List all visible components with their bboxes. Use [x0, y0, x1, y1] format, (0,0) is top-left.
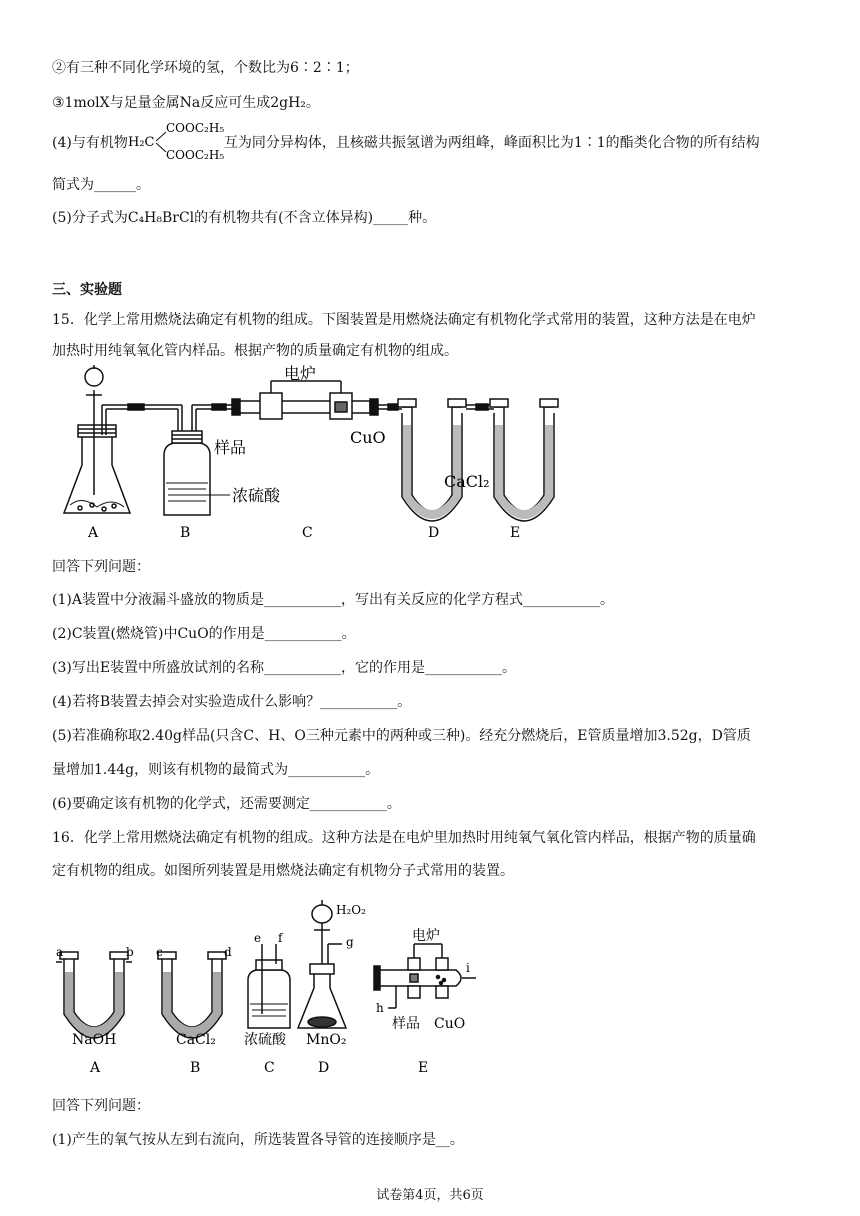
struct-h2c: H₂C — [127, 135, 155, 150]
line-q4-answer: 简式为______。 — [52, 177, 150, 193]
label-mno2: MnO₂ — [306, 1032, 347, 1048]
q15-intro-1: 15．化学上常用燃烧法确定有机物的组成。下图装置是用燃烧法确定有机物化学式常用的装置，这种方法是在电炉 — [52, 312, 756, 328]
label-d: D — [318, 1060, 330, 1076]
q15-part-5b: 量增加1.44g，则该有机物的最简式为___________。 — [52, 762, 380, 778]
line-na-reaction: ③1molX与足量金属Na反应可生成2gH₂。 — [52, 95, 320, 111]
tube-c — [232, 381, 402, 419]
u-tube-cacl2 — [158, 952, 226, 1038]
section-title: 三、实验题 — [52, 282, 122, 298]
q15-part-5a: (5)若准确称取2.40g样品(只含C、H、O三种元素中的两种或三种)。经充分燃烧后，E管质量增加3.52g，D管质 — [52, 728, 751, 744]
line-hydrogen-env: ②有三种不同化学环境的氢，个数比为6∶2∶1； — [52, 60, 359, 76]
q15-part-6: (6)要确定该有机物的化学式，还需要测定___________。 — [52, 796, 401, 812]
q16-part-1: (1)产生的氧气按从左到右流向，所选装置各导管的连接顺序是__。 — [52, 1132, 464, 1148]
label-g-port: g — [346, 935, 354, 949]
q15-apparatus-figure — [52, 365, 572, 545]
q16-intro-2: 定有机物的组成。如图所列装置是用燃烧法确定有机物分子式常用的装置。 — [52, 863, 514, 879]
label-cacl2: CaCl₂ — [444, 472, 490, 491]
label-cacl2: CaCl₂ — [176, 1032, 216, 1048]
bottle-acid — [248, 944, 290, 1028]
struct-bottom: COOC₂H₅ — [165, 148, 224, 162]
q4-suffix: 互为同分异构体，且核磁共振氢谱为两组峰，峰面积比为1∶1的酯类化合物的所有结构 — [223, 135, 760, 151]
label-a: A — [88, 525, 99, 541]
diethyl-malonate-structure — [127, 121, 224, 162]
label-a: A — [90, 1060, 101, 1076]
label-b: B — [190, 1060, 201, 1076]
flask-mno2 — [298, 900, 346, 1028]
label-c-port: c — [156, 945, 163, 959]
label-a-port: a — [56, 945, 64, 959]
label-c: C — [302, 525, 313, 541]
q16-apparatus-figure — [52, 892, 492, 1082]
label-naoh: NaOH — [72, 1032, 117, 1048]
label-acid: 浓硫酸 — [244, 1032, 286, 1048]
label-i-port: i — [466, 961, 470, 975]
label-d: D — [428, 525, 440, 541]
label-d-port: d — [224, 945, 232, 959]
label-cuo: CuO — [434, 1016, 466, 1032]
page-footer: 试卷第4页，共6页 — [376, 1188, 484, 1203]
label-b: B — [180, 525, 191, 541]
tube-combustion — [374, 944, 476, 1008]
q16-answer-prompt: 回答下列问题： — [52, 1098, 150, 1114]
q4-prefix: (4)与有机物 — [52, 135, 128, 151]
u-tube-e — [490, 399, 558, 521]
label-acid: 浓硫酸 — [232, 486, 281, 505]
q15-part-3: (3)写出E装置中所盛放试剂的名称___________，它的作用是___________。 — [52, 660, 517, 676]
q15-part-1: (1)A装置中分液漏斗盛放的物质是___________，写出有关反应的化学方程式___________。 — [52, 592, 614, 608]
label-e: E — [418, 1060, 429, 1076]
label-c: C — [264, 1060, 275, 1076]
q15-part-4: (4)若将B装置去掉会对实验造成什么影响？___________。 — [52, 694, 412, 710]
label-furnace: 电炉 — [412, 928, 440, 944]
q15-answer-prompt: 回答下列问题： — [52, 559, 150, 575]
line-q4 — [52, 121, 760, 162]
label-h-port: h — [376, 1001, 384, 1015]
label-f-port: f — [278, 931, 283, 945]
label-sample: 样品 — [392, 1016, 420, 1032]
label-furnace: 电炉 — [284, 365, 317, 383]
q16-intro-1: 16．化学上常用燃烧法确定有机物的组成。这种方法是在电炉里加热时用纯氧气氧化管内样品，根据产物的质量确 — [52, 830, 756, 846]
label-sample: 样品 — [214, 438, 247, 457]
q15-part-2: (2)C装置(燃烧管)中CuO的作用是___________。 — [52, 626, 356, 642]
q15-intro-2: 加热时用纯氧氧化管内样品。根据产物的质量确定有机物的组成。 — [52, 343, 458, 359]
label-e-port: e — [254, 931, 262, 945]
label-b-port: b — [126, 945, 134, 959]
label-e: E — [510, 525, 521, 541]
struct-top: COOC₂H₅ — [165, 121, 224, 135]
bottle-b — [164, 404, 237, 515]
line-q5: (5)分子式为C₄H₈BrCl的有机物共有(不含立体异构)_____种。 — [52, 210, 437, 226]
label-h2o2: H₂O₂ — [336, 903, 366, 917]
u-tube-naoh — [56, 952, 132, 1038]
label-cuo: CuO — [350, 428, 386, 447]
u-tube-d — [398, 399, 494, 521]
